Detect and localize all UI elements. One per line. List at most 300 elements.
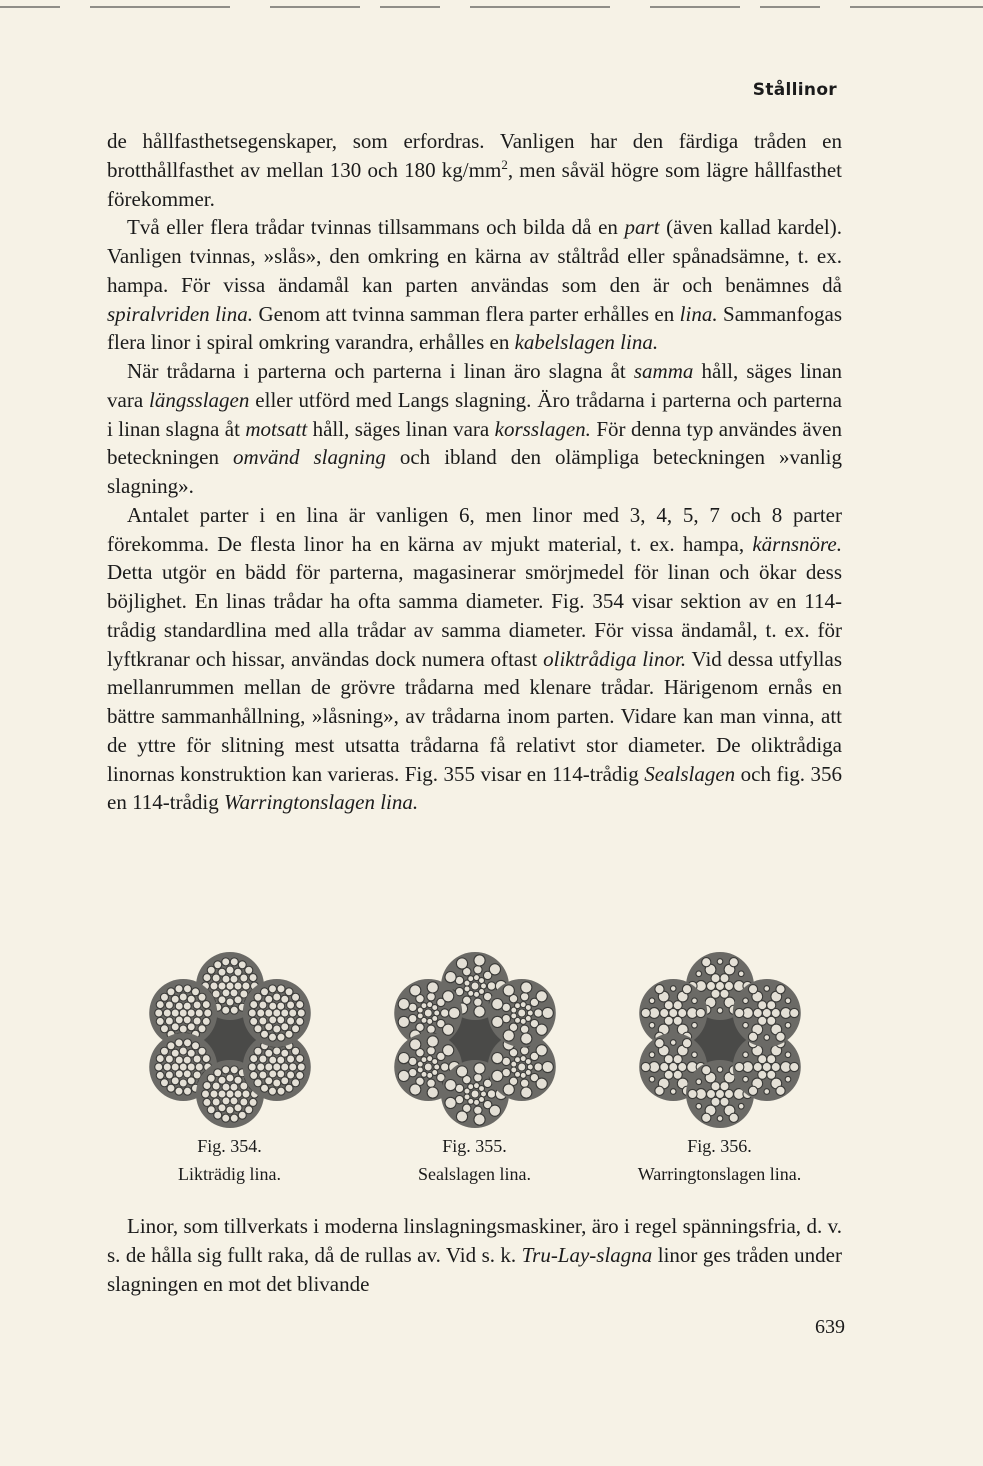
wire: [670, 986, 676, 992]
wire: [160, 1025, 168, 1033]
wire: [695, 1079, 701, 1085]
text-run: , men såväl högre som lägre hållfasthet förekommer.: [107, 157, 843, 211]
wire: [203, 1009, 211, 1017]
wire: [536, 1045, 547, 1056]
wire: [272, 1079, 280, 1087]
wire: [163, 1009, 171, 1017]
italic-term: Tru-Lay-slagna: [521, 1242, 653, 1267]
wire: [473, 998, 481, 1006]
wire: [291, 1025, 299, 1033]
wire: [717, 1067, 723, 1073]
wire: [264, 995, 272, 1003]
wire: [249, 1071, 257, 1079]
wire: [171, 995, 179, 1003]
wire: [701, 1066, 710, 1075]
wire: [277, 1033, 285, 1041]
wire: [789, 1062, 798, 1071]
wire: [654, 1039, 663, 1048]
wire: [207, 1074, 215, 1082]
wire: [202, 1055, 210, 1063]
wire: [427, 1036, 438, 1047]
wire: [510, 1013, 516, 1019]
wire: [272, 993, 280, 1001]
wire: [295, 1071, 303, 1079]
wire: [249, 1001, 257, 1009]
wire: [520, 1047, 528, 1055]
wire: [510, 1067, 516, 1073]
rope-strand: [487, 979, 555, 1047]
text-run: För denna typ användes även beteckningen: [107, 416, 842, 470]
wire: [473, 1063, 484, 1074]
italic-term: motsatt: [245, 416, 308, 441]
wire: [213, 1069, 221, 1077]
wire: [487, 1090, 495, 1098]
wire: [489, 964, 500, 975]
wire: [525, 1059, 531, 1065]
wire: [701, 958, 710, 967]
wire: [160, 993, 168, 1001]
wire: [471, 982, 479, 990]
wire: [202, 974, 210, 982]
wire: [174, 1087, 182, 1095]
wire: [514, 1003, 520, 1009]
figure-caption: Likträdig lina.: [178, 1164, 281, 1184]
text-run: håll, säges linan vara: [307, 416, 495, 441]
wire: [442, 991, 453, 1002]
figure-number: Fig. 354.: [197, 1136, 262, 1156]
wire: [536, 1078, 547, 1089]
wire: [695, 1103, 701, 1109]
wire: [448, 1007, 459, 1018]
wire: [268, 1087, 276, 1095]
wire: [242, 982, 250, 990]
wire: [198, 1025, 206, 1033]
wire: [256, 1063, 264, 1071]
wire: [253, 1025, 261, 1033]
italic-term: Sealslagen: [644, 761, 736, 786]
wire: [212, 1098, 220, 1106]
wire: [440, 1009, 448, 1017]
italic-term: kabelslagen lina.: [514, 330, 659, 355]
wire: [641, 1062, 650, 1071]
page-number: 639: [815, 1316, 845, 1338]
wire: [244, 966, 252, 974]
wire: [763, 1035, 769, 1041]
wire: [258, 1017, 266, 1025]
wire: [682, 985, 691, 994]
wire: [717, 1116, 723, 1122]
wire: [536, 1024, 547, 1035]
wire: [442, 1024, 453, 1035]
wire: [649, 1052, 655, 1058]
wire: [183, 1039, 191, 1047]
wire: [473, 1114, 484, 1125]
wire: [520, 993, 528, 1001]
wire: [291, 1079, 299, 1087]
wire: [775, 985, 784, 994]
wire: [218, 1076, 226, 1084]
closing-text: [107, 1212, 842, 1298]
wire: [256, 1009, 264, 1017]
wire: [260, 988, 268, 996]
wire: [260, 1084, 268, 1092]
wire: [442, 1045, 453, 1056]
wire: [268, 985, 276, 993]
wire: [789, 1008, 798, 1017]
wire: [426, 1079, 434, 1087]
paragraph: [107, 127, 842, 213]
wire: [417, 1013, 423, 1019]
wire: [187, 1023, 195, 1031]
wire: [230, 958, 238, 966]
figure-caption: Sealslagen lina.: [418, 1164, 531, 1184]
wire: [160, 1047, 168, 1055]
wire: [420, 1057, 426, 1063]
wire: [670, 1089, 676, 1095]
wire: [426, 1018, 432, 1024]
wire: [285, 1030, 293, 1038]
wire: [297, 1063, 305, 1071]
wire: [426, 1047, 434, 1055]
italic-term: part: [624, 215, 660, 240]
wire: [649, 998, 655, 1004]
wire: [258, 1071, 266, 1079]
wire: [166, 988, 174, 996]
wire: [198, 1047, 206, 1055]
wire: [473, 966, 481, 974]
rope-cross-section-warrington-icon: [625, 950, 815, 1130]
wire: [398, 1053, 409, 1064]
wire: [297, 1009, 305, 1017]
wire: [253, 993, 261, 1001]
wire: [525, 1005, 531, 1011]
wire: [202, 1017, 210, 1025]
wire: [230, 1066, 238, 1074]
wire: [654, 1086, 663, 1095]
wire: [748, 1032, 757, 1041]
italic-term: Warringtonslagen lina.: [224, 790, 419, 815]
paragraph: [107, 501, 842, 817]
wire: [295, 1017, 303, 1025]
italic-term: lina.: [679, 301, 718, 326]
figure-number: Fig. 355.: [442, 1136, 507, 1156]
wire: [738, 1103, 744, 1109]
wire: [431, 1005, 437, 1011]
wire: [473, 1106, 481, 1114]
wire: [207, 1106, 215, 1114]
text-run: och fig. 356 en 114-trådig: [107, 761, 843, 815]
text-run: (även kallad kardel). Vanligen tvinnas, »slås», den omkring en kärna av ståltråd eller spånadsämne, t. ex. hampa. För vissa ändamål kan parten användas som den är och benämnes då: [107, 215, 842, 297]
wire: [691, 1052, 697, 1058]
text-run: Detta utgör en bädd för parterna, magasinerar smörjmedel för linan och ökar dess böjlighet. En linas trådar ha ofta samma diameter. Fig. 354 visar sektion av en 114-trådig standardlina med alla trådar av samma diameter. För vissa ändamål, t. ex. för lyftkranar och hissar, användas dock numera oftast: [107, 560, 842, 671]
wire: [226, 1074, 234, 1082]
wire: [785, 1076, 791, 1082]
italic-term: samma: [633, 359, 694, 383]
wire: [417, 1067, 423, 1073]
wire: [234, 996, 242, 1004]
wire: [742, 998, 748, 1004]
wire: [424, 1009, 432, 1017]
italic-term: kärnsnöre.: [752, 531, 842, 556]
wire: [277, 985, 285, 993]
wire: [444, 972, 455, 983]
wire: [154, 1009, 162, 1017]
wire: [193, 1001, 201, 1009]
wire: [487, 982, 495, 990]
wire: [160, 1079, 168, 1087]
wire: [154, 1063, 162, 1071]
wire: [473, 991, 479, 997]
wire: [536, 991, 547, 1002]
wire: [248, 1009, 256, 1017]
wire: [763, 986, 769, 992]
wire: [682, 1039, 691, 1048]
wire: [542, 1007, 553, 1018]
wire: [249, 1098, 257, 1106]
wire: [183, 985, 191, 993]
wire: [520, 1018, 526, 1024]
wire: [179, 1079, 187, 1087]
wire: [260, 1030, 268, 1038]
wire: [491, 1070, 502, 1081]
wire: [286, 1055, 294, 1063]
top-edge-line: [0, 6, 983, 8]
figure-355: [352, 950, 597, 1186]
wire: [785, 1052, 791, 1058]
wire: [471, 1090, 479, 1098]
wire: [742, 1052, 748, 1058]
running-title: Stållinor: [752, 80, 837, 100]
wire: [649, 1076, 655, 1082]
wire: [193, 1055, 201, 1063]
text-run: linor ges tråden under slagningen en mot det blivande: [107, 1242, 842, 1296]
wire: [398, 1016, 409, 1027]
wire: [171, 1049, 179, 1057]
wire: [734, 1008, 743, 1017]
text-run: och ibland den olämpliga beteckningen »vanlig slagning».: [107, 445, 843, 498]
wire: [729, 1113, 738, 1122]
wire: [464, 986, 470, 992]
wire: [427, 982, 438, 993]
wire: [156, 1071, 164, 1079]
figure-354: [107, 950, 352, 1186]
body-text: [107, 127, 842, 817]
wire: [253, 1079, 261, 1087]
wire: [691, 998, 697, 1004]
wire: [210, 1090, 218, 1098]
wire: [234, 1104, 242, 1112]
wire: [489, 1105, 500, 1116]
wire: [285, 1084, 293, 1092]
wire: [238, 1111, 246, 1119]
wire: [210, 982, 218, 990]
wire: [456, 958, 467, 969]
wire: [695, 971, 701, 977]
wire: [748, 985, 757, 994]
italic-term: omvänd slagning: [232, 445, 386, 470]
italic-term: spiralvriden lina.: [107, 301, 254, 326]
wire: [491, 1016, 502, 1027]
wire: [230, 1114, 238, 1122]
wire: [201, 1090, 209, 1098]
wire: [291, 1047, 299, 1055]
wire: [491, 1053, 502, 1064]
figure-row: [107, 950, 842, 1190]
wire: [534, 1063, 542, 1071]
wire: [280, 1077, 288, 1085]
wire: [456, 1111, 467, 1122]
wire: [520, 1025, 528, 1033]
wire: [654, 985, 663, 994]
wire: [272, 1047, 280, 1055]
wire: [202, 1001, 210, 1009]
wire: [285, 988, 293, 996]
paragraph: [107, 213, 842, 357]
wire: [478, 1086, 484, 1092]
wire: [249, 1055, 257, 1063]
wire: [239, 1082, 247, 1090]
wire: [295, 1001, 303, 1009]
wire: [426, 1025, 434, 1033]
wire: [534, 1009, 542, 1017]
wire: [226, 1106, 234, 1114]
wire: [691, 1022, 697, 1028]
wire: [467, 1084, 473, 1090]
wire: [473, 1099, 479, 1105]
figure-number: Fig. 356.: [687, 1136, 752, 1156]
wire: [420, 1003, 426, 1009]
closing-paragraph: [107, 1212, 842, 1298]
italic-term: längsslagen: [149, 387, 250, 412]
italic-term: oliktrådiga linor.: [543, 646, 687, 671]
text-run: Vid dessa utfyllas mellanrummen mellan de grövre trådarna med klenare trådar. Härigenom ernås en bättre sammanhållning, »låsning», av trådarna inom parten. Vidare kan man vinna, att de yttre för slitning mest utsatta trådarna få relativt stor diameter. De oliktrådiga linornas konstruktion kan varieras. Fig. 355 visar en 114-trådig: [107, 646, 842, 786]
wire: [742, 1022, 748, 1028]
wire: [156, 1055, 164, 1063]
wire: [514, 1057, 520, 1063]
wire: [717, 959, 723, 965]
wire: [213, 1111, 221, 1119]
wire: [464, 1094, 470, 1100]
wire: [517, 1009, 525, 1017]
rope-cross-section-seale-icon: [380, 950, 570, 1130]
wire: [520, 1087, 531, 1098]
wire: [748, 1086, 757, 1095]
text-run: När trådarna i parterna och parterna i linan äro slagna åt: [127, 359, 634, 383]
wire: [291, 993, 299, 1001]
paragraph: [107, 357, 842, 501]
wire: [249, 974, 257, 982]
wire: [226, 998, 234, 1006]
wire: [226, 966, 234, 974]
text-run: eller utförd med Langs slagning. Äro trådarna i parterna och parterna i linan slagna åt: [107, 387, 842, 441]
wire: [174, 1039, 182, 1047]
wire: [249, 1017, 257, 1025]
wire: [398, 1070, 409, 1081]
wire: [179, 1025, 187, 1033]
wire: [195, 1009, 203, 1017]
wire: [520, 1072, 526, 1078]
wire: [473, 1006, 484, 1017]
wire: [670, 1040, 676, 1046]
wire: [473, 1074, 481, 1082]
text-run: håll, säges linan vara: [107, 359, 842, 412]
wire: [218, 968, 226, 976]
wire: [478, 978, 484, 984]
wire: [244, 1106, 252, 1114]
wire: [742, 1076, 748, 1082]
wire: [239, 974, 247, 982]
wire: [738, 971, 744, 977]
wire: [701, 1113, 710, 1122]
wire: [230, 1006, 238, 1014]
wire: [207, 966, 215, 974]
wire: [503, 985, 514, 996]
wire: [426, 993, 434, 1001]
wire: [409, 1039, 420, 1050]
wire: [542, 1061, 553, 1072]
italic-term: korsslagen.: [494, 416, 591, 441]
wire: [156, 1017, 164, 1025]
figure-356: [597, 950, 842, 1186]
wire: [444, 1080, 455, 1091]
wire: [491, 999, 502, 1010]
wire: [288, 1063, 296, 1071]
text-run: Två eller flera trådar tvinnas tillsammans och bilda då en: [127, 215, 625, 240]
wire: [202, 1082, 210, 1090]
wire: [277, 1087, 285, 1095]
wire: [775, 1086, 784, 1095]
wire: [503, 1084, 514, 1095]
wire: [729, 958, 738, 967]
wire: [198, 993, 206, 1001]
wire: [191, 1042, 199, 1050]
figure-caption: Warringtonslagen lina.: [637, 1164, 802, 1184]
wire: [221, 1066, 229, 1074]
wire: [221, 1114, 229, 1122]
wire: [467, 976, 473, 982]
wire: [696, 1008, 705, 1017]
wire: [775, 1032, 784, 1041]
wire: [179, 993, 187, 1001]
wire: [456, 1066, 467, 1077]
wire: [183, 1087, 191, 1095]
wire: [431, 1059, 437, 1065]
wire: [174, 985, 182, 993]
wire: [202, 1098, 210, 1106]
wire: [268, 1033, 276, 1041]
wire: [221, 958, 229, 966]
wire: [272, 1025, 280, 1033]
wire: [253, 1047, 261, 1055]
wire: [398, 999, 409, 1010]
wire: [520, 1079, 528, 1087]
wire: [212, 990, 220, 998]
wire: [687, 1089, 696, 1098]
wire: [242, 1090, 250, 1098]
wire: [156, 1001, 164, 1009]
wire: [264, 1049, 272, 1057]
wire: [409, 1084, 420, 1095]
text-run: Sammanfogas flera linor i spiral omkring varandra, erhålles en: [107, 301, 842, 355]
wire: [785, 998, 791, 1004]
wire: [195, 1063, 203, 1071]
wire: [763, 1089, 769, 1095]
text-run: Linor, som tillverkats i moderna linslagningsmaskiner, äro i regel spänningsfria, d. v. s. de hålla sig fullt raka, då de rullas av. Vid s. k.: [107, 1214, 842, 1267]
wire: [179, 1047, 187, 1055]
wire: [426, 1072, 432, 1078]
wire: [717, 1008, 723, 1014]
wire: [191, 988, 199, 996]
